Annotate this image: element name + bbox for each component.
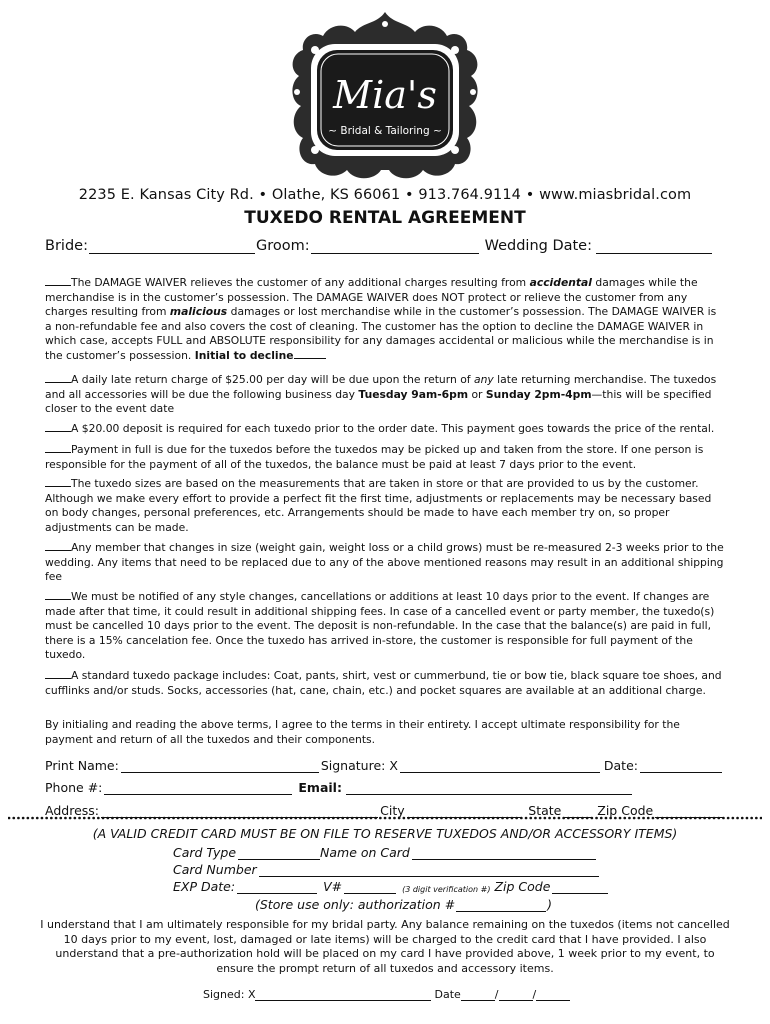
term-text: The DAMAGE WAIVER relieves the customer of any additional charges resulting from — [71, 276, 530, 289]
page-title: TUXEDO RENTAL AGREEMENT — [244, 208, 526, 228]
final-date-label: Date — [434, 988, 461, 1001]
verification-note: (3 digit verification #) — [402, 885, 491, 894]
decline-initial-field[interactable] — [294, 349, 326, 359]
wedding-date-label: Wedding Date: — [484, 238, 592, 254]
print-name-field[interactable] — [121, 761, 319, 773]
final-date-day-field[interactable] — [499, 990, 533, 1001]
term-text: A $20.00 deposit is required for each tuxedo prior to the order date. This payment goes towards the price of the rental. — [71, 422, 715, 435]
term-text: late returning merchandise. The tuxedos and all accessories will be due the following business day — [45, 373, 717, 401]
deposit-term — [45, 422, 725, 437]
groom-field[interactable] — [311, 240, 479, 254]
final-date-year-field[interactable] — [536, 990, 570, 1001]
expiration-row — [173, 879, 610, 894]
signature-field[interactable] — [400, 761, 600, 773]
term-emphasis: accidental — [529, 276, 592, 289]
term-emphasis: malicious — [169, 305, 228, 319]
term-text: We must be notified of any style changes, cancellations or additions at least 10 days prior to the event. If changes are made after that time, it could result in additional shipping fees. In case of a cancelled event or party member, the tuxedo(s) must be cancelled 10 days prior to the event. The deposit is non-refundable. In the case that the balance(s) are paid in full, there is a 15% cancelation fee. Once the tuxedo has arrived in-store, the customer is responsible for full payment of the tuxedo. — [45, 590, 715, 662]
initial-field[interactable] — [45, 422, 71, 432]
sizing-term — [45, 477, 725, 535]
initial-field[interactable] — [45, 590, 71, 600]
initial-to-decline-label: Initial to decline — [194, 348, 294, 362]
card-number-label: Card Number — [173, 862, 257, 877]
dotted-divider — [8, 816, 762, 820]
authorization-field[interactable] — [456, 900, 546, 912]
tuesday-hours: Tuesday 9am-6pm — [358, 387, 469, 401]
wedding-date-field[interactable] — [596, 240, 712, 254]
name-on-card-field[interactable] — [412, 848, 596, 860]
damage-waiver-term — [45, 276, 725, 364]
card-type-label: Card Type — [173, 845, 237, 860]
zip-label: Zip Code — [597, 803, 654, 818]
cvv-label: V# — [323, 879, 343, 894]
payment-term — [45, 443, 725, 472]
date-label: Date: — [603, 758, 638, 773]
email-field[interactable] — [346, 783, 632, 795]
term-text: damages or lost merchandise while in the customer’s possession. The DAMAGE WAIVER is a non-refundable fee and also covers the cost of cleaning. The customer has the option to decline the DAMAGE WAIVER in which case, accepts FULL and ABSOLUTE responsibility for any damages accidental or malicious while the merchandise is in the customer’s possession. — [45, 305, 717, 362]
phone-field[interactable] — [104, 783, 292, 795]
date-separator: / — [532, 988, 537, 1001]
initial-field[interactable] — [45, 541, 71, 551]
agreement-statement — [45, 718, 725, 747]
name-on-card-label: Name on Card — [320, 845, 410, 860]
cvv-field[interactable] — [344, 882, 396, 894]
party-fields-row — [45, 238, 723, 254]
address-label: Address: — [45, 803, 99, 818]
term-text: —this will be specified closer to the event date — [45, 387, 712, 416]
card-zip-field[interactable] — [552, 882, 608, 894]
card-type-field[interactable] — [238, 848, 320, 860]
contact-row — [45, 780, 725, 795]
exp-date-label: EXP Date: — [173, 879, 236, 894]
bride-label: Bride: — [45, 238, 88, 254]
term-text: Any member that changes in size (weight gain, weight loss or a child grows) must be re-measured 2-3 weeks prior to the wedding. Any items that need to be replaced due to any of the above mentioned reasons may result in an additional shipping fee — [45, 541, 724, 584]
term-text: damages while the merchandise is in the customer’s possession. The DAMAGE WAIVER does NOT protect or relieve the customer from any charges resulting from — [45, 276, 698, 319]
email-label: Email: — [298, 780, 342, 795]
state-label: State — [528, 803, 562, 818]
credit-card-notice-text: (A VALID CREDIT CARD MUST BE ON FILE TO RESERVE TUXEDOS AND/OR ACCESSORY ITEMS) — [92, 826, 678, 841]
credit-card-notice — [0, 826, 770, 841]
sunday-hours: Sunday 2pm-4pm — [485, 387, 592, 401]
final-signature-field[interactable] — [255, 990, 431, 1001]
term-text: A daily late return charge of $25.00 per day will be due upon the return of — [71, 373, 474, 386]
print-name-label: Print Name: — [45, 758, 119, 773]
changes-cancellation-term — [45, 590, 725, 663]
term-text: Payment in full is due for the tuxedos before the tuxedos may be picked up and taken from the store. If one person is responsible for the payment of all of the tuxedos, the balance must be paid at least 7 days prior to the event. — [45, 443, 704, 471]
card-type-row — [173, 845, 598, 860]
print-name-row — [45, 758, 725, 773]
late-return-term — [45, 373, 725, 417]
term-text: A standard tuxedo package includes: Coat, pants, shirt, vest or cummerbund, tie or bow tie, black square toe shoes, and cufflinks and/or studs. Socks, accessories (hat, cane, chain, etc.) and pocket squares are available at an additional charge. — [45, 669, 722, 697]
size-change-term — [45, 541, 725, 585]
date-field[interactable] — [640, 761, 722, 773]
store-use-row — [255, 897, 552, 912]
final-date-month-field[interactable] — [461, 990, 495, 1001]
card-number-row — [173, 862, 601, 877]
store-use-label: (Store use only: authorization # — [255, 897, 456, 912]
term-emphasis: any — [473, 373, 494, 386]
card-zip-label: Zip Code — [494, 879, 551, 894]
exp-date-field[interactable] — [237, 882, 317, 894]
initial-field[interactable] — [45, 443, 71, 453]
bride-field[interactable] — [89, 240, 255, 254]
responsibility-statement: I understand that I am ultimately responsible for my bridal party. Any balance remaining on the tuxedos (items not cancelled 10 days prior to my event, lost, damaged or late items) will be charged to the credit card that I have provided. I also understand that a pre-authorization hold will be placed on my card I have provided above, 1 week prior to my event, to ensure the prompt return of all tuxedos and accessory items. — [40, 918, 730, 975]
card-number-field[interactable] — [259, 865, 599, 877]
logo-name: Mia's — [333, 73, 437, 117]
initial-field[interactable] — [45, 373, 71, 383]
initial-field[interactable] — [45, 276, 71, 286]
city-label: City — [380, 803, 405, 818]
mias-bridal-logo — [285, 10, 485, 188]
initial-field[interactable] — [45, 477, 71, 487]
logo-subtitle: ~ Bridal & Tailoring ~ — [328, 125, 442, 137]
package-term — [45, 669, 725, 698]
store-use-close: ) — [547, 897, 553, 912]
date-separator: / — [494, 988, 499, 1001]
term-text: or — [468, 387, 486, 401]
signed-label: Signed: X — [203, 988, 256, 1001]
term-text: The tuxedo sizes are based on the measurements that are taken in store or that are provided to us by the customer. Although we make every effort to provide a perfect fit the first time, adjustments or replacements may be necessary based on body changes, personal preferences, etc. Arrangements should be made to have each member try on, so proper adjustments can be made. — [45, 477, 712, 534]
term-text: By initialing and reading the above terms, I agree to the terms in their entirety. I accept ultimate responsibility for the payment and return of all the tuxedos and their components. — [45, 718, 680, 746]
final-signature-row — [203, 988, 570, 1001]
signature-label: Signature: X — [320, 758, 398, 773]
phone-label: Phone #: — [45, 780, 103, 795]
initial-field[interactable] — [45, 669, 71, 679]
groom-label: Groom: — [255, 238, 310, 254]
store-address: 2235 E. Kansas City Rd. • Olathe, KS 66061 • 913.764.9114 • www.miasbridal.com — [78, 187, 692, 203]
